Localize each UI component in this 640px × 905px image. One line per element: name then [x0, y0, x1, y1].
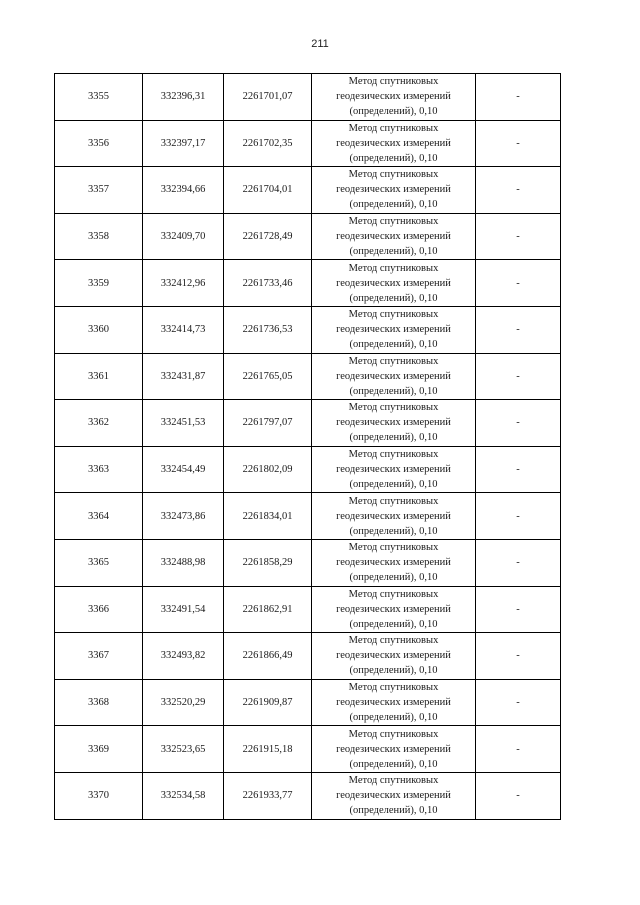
y-coordinate-cell: 2261862,91 — [224, 586, 312, 633]
point-number-cell: 3370 — [55, 772, 143, 819]
y-coordinate-cell: 2261797,07 — [224, 400, 312, 447]
method-text-line: (определений), 0,10 — [349, 385, 438, 397]
method-text-line: геодезических измерений — [336, 790, 451, 802]
y-coordinate-cell: 2261701,07 — [224, 74, 312, 121]
method-text-line: геодезических измерений — [336, 743, 451, 755]
point-number-cell: 3355 — [55, 74, 143, 121]
x-coordinate-cell: 332523,65 — [143, 726, 224, 773]
method-text-line: Метод спутниковых — [348, 355, 439, 367]
method-text-line: Метод спутниковых — [348, 262, 439, 274]
table-row — [55, 726, 561, 773]
table-row — [55, 446, 561, 493]
table-row — [55, 353, 561, 400]
method-text-line: геодезических измерений — [336, 277, 451, 289]
note-cell: - — [476, 726, 561, 773]
method-cell — [312, 213, 476, 260]
method-text-line: Метод спутниковых — [348, 309, 439, 321]
note-cell: - — [476, 633, 561, 680]
y-coordinate-cell: 2261915,18 — [224, 726, 312, 773]
table-row — [55, 493, 561, 540]
table-row — [55, 306, 561, 353]
point-number-cell: 3363 — [55, 446, 143, 493]
method-text-line: (определений), 0,10 — [349, 758, 438, 770]
method-text-line: Метод спутниковых — [348, 122, 439, 134]
table-row — [55, 586, 561, 633]
point-number-cell: 3362 — [55, 400, 143, 447]
table-row — [55, 772, 561, 819]
note-cell: - — [476, 260, 561, 307]
method-text-line: Метод спутниковых — [348, 635, 439, 647]
method-text-line: (определений), 0,10 — [349, 525, 438, 537]
note-cell: - — [476, 679, 561, 726]
point-number-cell: 3361 — [55, 353, 143, 400]
point-number-cell: 3365 — [55, 539, 143, 586]
x-coordinate-cell: 332397,17 — [143, 120, 224, 167]
x-coordinate-cell: 332488,98 — [143, 539, 224, 586]
method-text-line: геодезических измерений — [336, 137, 451, 149]
method-text-line: геодезических измерений — [336, 650, 451, 662]
table-row — [55, 539, 561, 586]
y-coordinate-cell: 2261802,09 — [224, 446, 312, 493]
method-cell — [312, 539, 476, 586]
x-coordinate-cell: 332409,70 — [143, 213, 224, 260]
method-cell — [312, 633, 476, 680]
y-coordinate-cell: 2261733,46 — [224, 260, 312, 307]
x-coordinate-cell: 332396,31 — [143, 74, 224, 121]
method-text-line: (определений), 0,10 — [349, 292, 438, 304]
y-coordinate-cell: 2261858,29 — [224, 539, 312, 586]
note-cell: - — [476, 539, 561, 586]
method-text-line: Метод спутниковых — [348, 728, 439, 740]
method-text-line: Метод спутниковых — [348, 542, 439, 554]
method-text-line: (определений), 0,10 — [349, 106, 438, 118]
method-text-line: (определений), 0,10 — [349, 432, 438, 444]
method-text-line: Метод спутниковых — [348, 449, 439, 461]
method-cell — [312, 400, 476, 447]
method-cell — [312, 353, 476, 400]
point-number-cell: 3357 — [55, 167, 143, 214]
point-number-cell: 3356 — [55, 120, 143, 167]
point-number-cell: 3358 — [55, 213, 143, 260]
note-cell: - — [476, 167, 561, 214]
point-number-cell: 3369 — [55, 726, 143, 773]
coordinates-table-body — [55, 74, 561, 820]
point-number-cell: 3359 — [55, 260, 143, 307]
x-coordinate-cell: 332412,96 — [143, 260, 224, 307]
method-text-line: геодезических измерений — [336, 324, 451, 336]
method-text-line: геодезических измерений — [336, 91, 451, 103]
method-text-line: (определений), 0,10 — [349, 665, 438, 677]
y-coordinate-cell: 2261933,77 — [224, 772, 312, 819]
method-text-line: (определений), 0,10 — [349, 246, 438, 258]
x-coordinate-cell: 332493,82 — [143, 633, 224, 680]
method-cell — [312, 772, 476, 819]
method-cell — [312, 120, 476, 167]
method-text-line: геодезических измерений — [336, 370, 451, 382]
note-cell: - — [476, 772, 561, 819]
y-coordinate-cell: 2261866,49 — [224, 633, 312, 680]
note-cell: - — [476, 74, 561, 121]
method-cell — [312, 306, 476, 353]
table-row — [55, 120, 561, 167]
method-cell — [312, 446, 476, 493]
method-text-line: (определений), 0,10 — [349, 339, 438, 351]
point-number-cell: 3366 — [55, 586, 143, 633]
note-cell: - — [476, 493, 561, 540]
method-text-line: Метод спутниковых — [348, 588, 439, 600]
y-coordinate-cell: 2261834,01 — [224, 493, 312, 540]
method-text-line: геодезических измерений — [336, 464, 451, 476]
method-text-line: (определений), 0,10 — [349, 572, 438, 584]
page-number: 211 — [311, 38, 329, 50]
y-coordinate-cell: 2261728,49 — [224, 213, 312, 260]
note-cell: - — [476, 120, 561, 167]
x-coordinate-cell: 332431,87 — [143, 353, 224, 400]
table-row — [55, 400, 561, 447]
y-coordinate-cell: 2261909,87 — [224, 679, 312, 726]
table-row — [55, 74, 561, 121]
method-text-line: Метод спутниковых — [348, 495, 439, 507]
note-cell: - — [476, 446, 561, 493]
method-text-line: геодезических измерений — [336, 697, 451, 709]
method-text-line: геодезических измерений — [336, 417, 451, 429]
method-text-line: Метод спутниковых — [348, 76, 439, 88]
point-number-cell: 3367 — [55, 633, 143, 680]
method-text-line: геодезических измерений — [336, 231, 451, 243]
method-text-line: геодезических измерений — [336, 510, 451, 522]
table-row — [55, 213, 561, 260]
method-text-line: (определений), 0,10 — [349, 618, 438, 630]
y-coordinate-cell: 2261704,01 — [224, 167, 312, 214]
table-row — [55, 167, 561, 214]
method-text-line: Метод спутниковых — [348, 216, 439, 228]
note-cell: - — [476, 400, 561, 447]
x-coordinate-cell: 332491,54 — [143, 586, 224, 633]
method-cell — [312, 74, 476, 121]
method-text-line: геодезических измерений — [336, 557, 451, 569]
x-coordinate-cell: 332473,86 — [143, 493, 224, 540]
method-text-line: Метод спутниковых — [348, 402, 439, 414]
x-coordinate-cell: 332451,53 — [143, 400, 224, 447]
point-number-cell: 3368 — [55, 679, 143, 726]
table-row — [55, 679, 561, 726]
method-cell — [312, 726, 476, 773]
y-coordinate-cell: 2261765,05 — [224, 353, 312, 400]
method-text-line: (определений), 0,10 — [349, 152, 438, 164]
method-text-line: Метод спутниковых — [348, 682, 439, 694]
x-coordinate-cell: 332414,73 — [143, 306, 224, 353]
x-coordinate-cell: 332454,49 — [143, 446, 224, 493]
point-number-cell: 3364 — [55, 493, 143, 540]
y-coordinate-cell: 2261702,35 — [224, 120, 312, 167]
method-text-line: Метод спутниковых — [348, 775, 439, 787]
x-coordinate-cell: 332520,29 — [143, 679, 224, 726]
method-text-line: (определений), 0,10 — [349, 805, 438, 817]
coordinates-table — [54, 73, 561, 820]
method-text-line: Метод спутниковых — [348, 169, 439, 181]
method-text-line: геодезических измерений — [336, 603, 451, 615]
note-cell: - — [476, 586, 561, 633]
method-cell — [312, 586, 476, 633]
method-cell — [312, 167, 476, 214]
method-text-line: (определений), 0,10 — [349, 479, 438, 491]
method-cell — [312, 260, 476, 307]
method-cell — [312, 493, 476, 540]
point-number-cell: 3360 — [55, 306, 143, 353]
note-cell: - — [476, 353, 561, 400]
y-coordinate-cell: 2261736,53 — [224, 306, 312, 353]
method-text-line: геодезических измерений — [336, 184, 451, 196]
method-cell — [312, 679, 476, 726]
note-cell: - — [476, 213, 561, 260]
method-text-line: (определений), 0,10 — [349, 199, 438, 211]
method-text-line: (определений), 0,10 — [349, 712, 438, 724]
x-coordinate-cell: 332394,66 — [143, 167, 224, 214]
x-coordinate-cell: 332534,58 — [143, 772, 224, 819]
table-row — [55, 260, 561, 307]
note-cell: - — [476, 306, 561, 353]
table-row — [55, 633, 561, 680]
